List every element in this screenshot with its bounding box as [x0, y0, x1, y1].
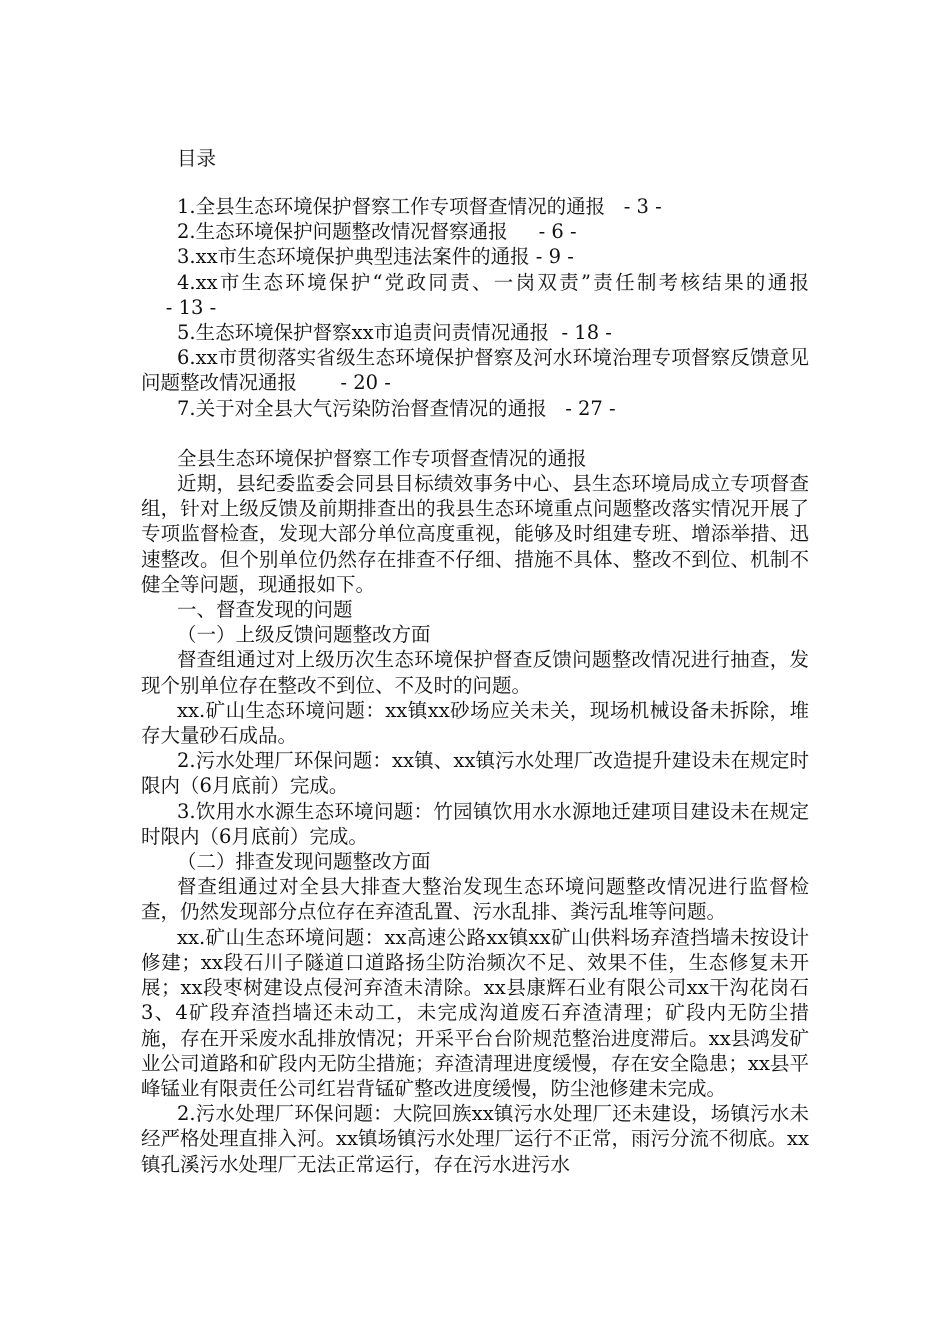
paragraph: 督查组通过对上级历次生态环境保护督查反馈问题整改情况进行抽查，发现个别单位存在整改不到位、不及时的问题。	[141, 648, 809, 697]
toc-item-page: - 20 -	[297, 371, 391, 395]
toc-item[interactable]	[141, 270, 809, 320]
document-content	[141, 146, 809, 1177]
toc-item[interactable]	[141, 345, 809, 395]
toc-item[interactable]	[141, 219, 809, 244]
toc-item-text: 2.生态环境保护问题整改情况督察通报	[177, 220, 508, 244]
toc-item[interactable]	[141, 320, 809, 345]
toc-item-page: - 18 -	[549, 321, 612, 345]
paragraph: 3.饮用水水源生态环境问题：竹园镇饮用水水源地迁建项目建设未在规定时限内（6月底前）完成。	[141, 799, 809, 848]
toc-item-text: 4.xx市生态环境保护“党政同责、一岗双责”责任制考核结果的通报	[177, 270, 809, 294]
toc-item-page: - 3 -	[605, 195, 662, 218]
paragraph: xx.矿山生态环境问题：xx镇xx砂场应关未关，现场机械设备未拆除，堆存大量砂石成品。	[141, 698, 809, 748]
toc-list	[141, 194, 809, 421]
toc-item-text: 1.全县生态环境保护督察工作专项督查情况的通报	[177, 195, 606, 218]
paragraph: xx.矿山生态环境问题：xx高速公路xx镇xx矿山供料场弃渣挡墙未按设计修建；xx段石川子隧道口道路扬尘防治频次不足、效果不佳，生态修复未开展；xx段枣树建设点侵河弃渣未清除。xx县康辉石业有限公司xx干沟花岗石3、4矿段弃渣挡墙还未动工，未完成沟道废石弃渣清理；矿段内无防尘措施，存在开采废水乱排放情况；开采平台台阶规范整治进度滞后。xx县鸿发矿业公司道路和矿段内无防尘措施；弃渣清理进度缓慢，存在安全隐患；xx县平峰锰业有限责任公司红岩背锰矿整改进度缓慢，防尘池修建未完成。	[141, 925, 809, 1100]
paragraph: 2.污水处理厂环保问题：大院回族xx镇污水处理厂还未建设，场镇污水未经严格处理直排入河。xx镇场镇污水处理厂运行不正常，雨污分流不彻底。xx镇孔溪污水处理厂无法正常运行，存在污水进污水	[141, 1102, 809, 1176]
paragraph: 督查组通过对全县大排查大整治发现生态环境问题整改情况进行监督检查，仍然发现部分点位存在弃渣乱置、污水乱排、粪污乱堆等问题。	[141, 875, 809, 924]
toc-item-page: - 9 -	[529, 245, 574, 269]
subsection-heading: （二）排查发现问题整改方面	[177, 850, 431, 874]
section-heading: 一、督查发现的问题	[177, 598, 353, 622]
article-title: 全县生态环境保护督察工作专项督查情况的通报	[177, 446, 587, 470]
toc-item-text: 3.xx市生态环境保护典型违法案件的通报	[177, 245, 530, 269]
section-gap	[141, 421, 809, 446]
toc-title: 目录	[177, 147, 217, 170]
toc-item-page: - 13 -	[141, 295, 217, 319]
toc-item[interactable]	[141, 396, 809, 421]
subsection-heading: （一）上级反馈问题整改方面	[177, 623, 431, 647]
toc-item-text: 7.关于对全县大气污染防治督查情况的通报	[177, 396, 547, 420]
article-intro: 近期，县纪委监委会同县目标绩效事务中心、县生态环境局成立专项督查组，针对上级反馈及前期排查出的我县生态环境重点问题整改落实情况开展了专项监督检查，发现大部分单位高度重视，能够及时组建专班、增添举措、迅速整改。但个别单位仍然存在排查不仔细、措施不具体、整改不到位、机制不健全等问题，现通报如下。	[141, 472, 809, 596]
toc-item[interactable]	[141, 244, 809, 269]
toc-item[interactable]	[141, 194, 809, 219]
paragraph: 2.污水处理厂环保问题：xx镇、xx镇污水处理厂改造提升建设未在规定时限内（6月底前）完成。	[141, 749, 809, 798]
toc-item-text: 6.xx市贯彻落实省级生态环境保护督察及河水环境治理专项督察反馈意见问题整改情况通报	[141, 346, 809, 395]
toc-item-page: - 6 -	[507, 220, 577, 244]
toc-item-text: 5.生态环境保护督察xx市追责问责情况通报	[177, 321, 550, 345]
toc-item-page: - 27 -	[546, 396, 616, 420]
